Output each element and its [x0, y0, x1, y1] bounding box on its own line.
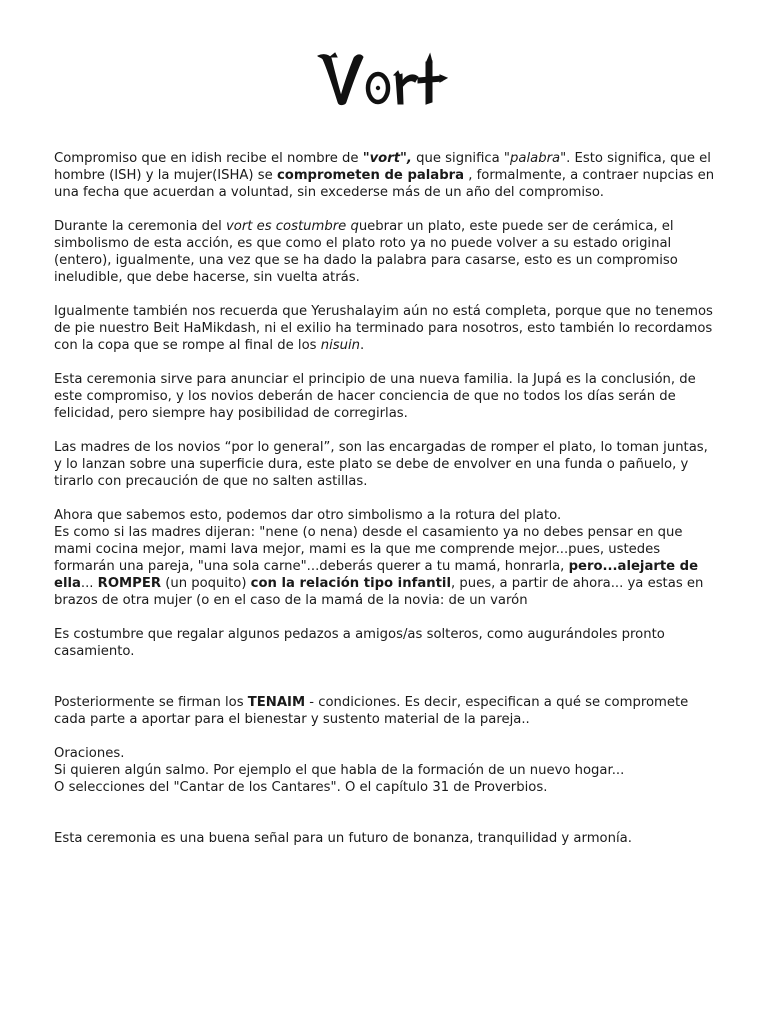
text-run: , pues, a partir de ahora... ya estas en brazos de otra mujer (o en el caso de la mamá de la novia: de un varón	[54, 576, 704, 608]
paragraph-spacer	[54, 728, 719, 745]
title-block	[0, 44, 768, 124]
text-run: pero...alejarte de ella	[54, 559, 699, 591]
paragraph-spacer	[54, 490, 719, 507]
paragraph	[54, 439, 719, 490]
text-run: Oraciones.	[54, 746, 125, 761]
paragraph-spacer	[54, 796, 719, 830]
text-run: ". Esto significa, que el hombre (ISH) y la mujer(ISHA) se	[54, 151, 711, 183]
title-letter-t	[418, 54, 447, 104]
paragraph	[54, 371, 719, 422]
text-run: Las madres de los novios “por lo general”, son las encargadas de romper el plato, lo toman juntas, y lo lanzan sobre una superficie dura, este plato se debe de envolver en una funda o pañuelo, y tirarlo con precaución de que no salten astillas.	[54, 440, 708, 489]
text-run: .	[360, 338, 365, 353]
text-run: Durante la ceremonia del	[54, 219, 226, 234]
paragraph	[54, 150, 719, 201]
paragraph-spacer	[54, 201, 719, 218]
paragraph-spacer	[54, 660, 719, 694]
paragraph	[54, 626, 719, 660]
text-run: TENAIM	[247, 695, 306, 710]
paragraph	[54, 507, 719, 524]
text-run: O selecciones del "Cantar de los Cantares". O el capítulo 31 de Proverbios.	[54, 780, 548, 795]
paragraph	[54, 218, 719, 286]
paragraph-spacer	[54, 354, 719, 371]
document-title	[314, 44, 454, 114]
paragraph	[54, 745, 719, 762]
text-run: ROMPER	[97, 576, 161, 591]
title-letter-v	[318, 53, 363, 105]
text-run: Es como si las madres dijeran: "nene (o nena) desde el casamiento ya no debes pensar en que mami cocina mejor, mami lava mejor, mami es la que me comprende mejor...pues, ustedes formarán una pareja, "una sola carne"...deberás querer a tu mamá, honrarla,	[54, 525, 683, 574]
text-run: , formalmente, a contraer nupcias en una fecha que acuerdan a voluntad, sin excederse más de un año del compromiso.	[54, 168, 715, 200]
text-run: Esta ceremonia sirve para anunciar el principio de una nueva familia. la Jupá es la conclusión, de este compromiso, y los novios deberán de hacer conciencia de que no todos los días serán de felicidad, pero siempre hay posibilidad de corregirlas.	[54, 372, 696, 421]
paragraph	[54, 779, 719, 796]
paragraph-spacer	[54, 422, 719, 439]
text-run: palabra	[510, 151, 561, 166]
document-body	[54, 150, 719, 847]
text-run: Es costumbre que regalar algunos pedazos a amigos/as solteros, como augurándoles pronto casamiento.	[54, 627, 665, 659]
text-run: que significa "	[411, 151, 510, 166]
text-run: (un poquito)	[161, 576, 251, 591]
text-run: Posteriormente se firman los	[54, 695, 248, 710]
title-letter-r	[394, 71, 418, 104]
paragraph-spacer	[54, 286, 719, 303]
text-run: con la relación tipo infantil	[250, 576, 451, 591]
text-run: - condiciones. Es decir, especifican a qué se compromete cada parte a aportar para el bienestar y sustento material de la pareja..	[54, 695, 689, 727]
paragraph	[54, 303, 719, 354]
text-run: uebrar un plato, este puede ser de cerámica, el simbolismo de esta acción, es que como el plato roto ya no puede volver a su estado original (entero), igualmente, una vez que se ha dado la palabra para casarse, esto es un compromiso ineludible, que debe hacerse, sin vuelta atrás.	[54, 219, 678, 285]
text-run: Compromiso que en idish recibe el nombre de	[54, 151, 363, 166]
paragraph	[54, 830, 719, 847]
paragraph-spacer	[54, 609, 719, 626]
text-run: Igualmente también nos recuerda que Yerushalayim aún no está completa, porque que no tenemos de pie nuestro Beit HaMikdash, ni el exilio ha terminado para nosotros, esto también lo recordamos con la copa que se rompe al final de los	[54, 304, 713, 353]
text-run: vort es costumbre q	[225, 219, 359, 234]
text-run: Si quieren algún salmo. Por ejemplo el que habla de la formación de un nuevo hogar...	[54, 763, 625, 778]
text-run: Esta ceremonia es una buena señal para un futuro de bonanza, tranquilidad y armonía.	[54, 831, 632, 846]
text-run: comprometen de palabra	[276, 168, 465, 183]
paragraph	[54, 762, 719, 779]
text-run: Ahora que sabemos esto, podemos dar otro simbolismo a la rotura del plato.	[54, 508, 562, 523]
text-run: nisuin	[320, 338, 360, 353]
paragraph	[54, 694, 719, 728]
text-run: ...	[80, 576, 98, 591]
title-letter-o	[368, 74, 388, 102]
text-run: "vort",	[362, 151, 412, 166]
paragraph	[54, 524, 719, 609]
